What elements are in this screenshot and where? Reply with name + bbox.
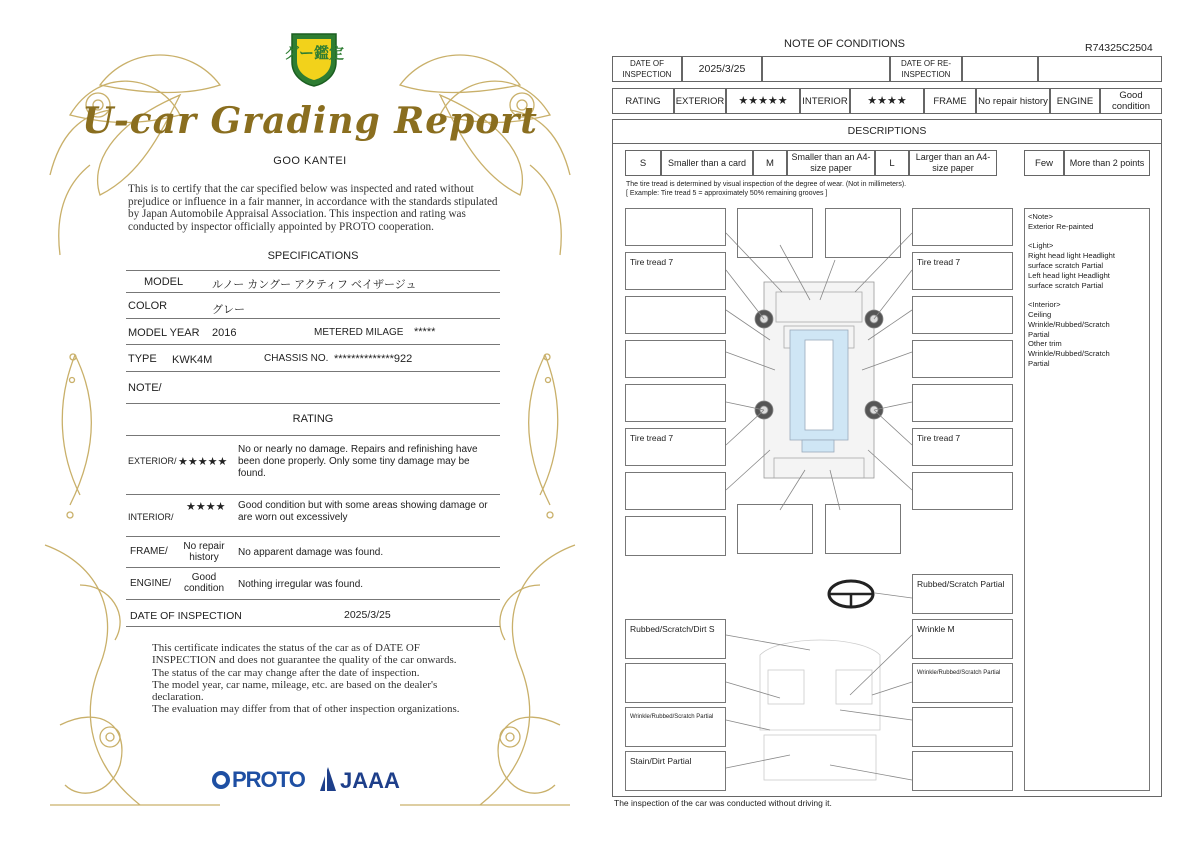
note-row [126, 372, 500, 404]
note-box [625, 208, 726, 246]
disclaimer-line: The evaluation may differ from that of other inspection organizations. [152, 703, 460, 716]
rating-label: RATING [612, 88, 674, 114]
exterior-stars: ★★★★★ [178, 456, 228, 468]
note-box [825, 504, 901, 554]
disclaimer-line: This certificate indicates the status of the car as of DATE OF [152, 642, 420, 654]
interior-label: INTERIOR [800, 88, 850, 114]
legend-l-desc: Larger than an A4-size paper [909, 150, 997, 176]
interior-note-box [912, 619, 1013, 659]
exterior-desc: No or nearly no damage. Repairs and refinishing have been done properly. Only some tiny damage may be found. [238, 444, 478, 479]
legend-l: L [875, 150, 909, 176]
legend-few: Few [1024, 150, 1064, 176]
type-row [126, 345, 500, 372]
date-label: DATE OF INSPECTION [130, 610, 242, 622]
sheet-title: NOTE OF CONDITIONS [784, 38, 905, 50]
interior-note-right-1: Wrinkle M [917, 624, 955, 634]
steering-note: Rubbed/Scratch Partial [917, 579, 1005, 589]
chassis-value: **************922 [334, 353, 413, 365]
model-row [126, 270, 500, 293]
rating-heading: RATING [292, 413, 334, 425]
sheet-footer: The inspection of the car was conducted without driving it. [614, 798, 832, 808]
certify-statement: This is to certify that the car specified below was inspected and rated without prejudice or influence in a fair manner, in accordance with the standards stipulated by Japan Automobile Appraisal Association. This inspection and rating was conducted by inspector officially appointed by PROTO cooperation. [128, 183, 498, 233]
interior-note-box [625, 619, 726, 659]
tire-rear-right-note: Tire tread 7 [917, 433, 961, 443]
note-box [737, 208, 813, 258]
metered-mileage-value: ***** [414, 326, 436, 338]
interior-stars: ★★★★ [850, 88, 924, 114]
date-of-inspection-row [126, 600, 500, 627]
interior-note-left-3: Wrinkle/Rubbed/Scratch Partial [630, 714, 714, 720]
specifications-heading: SPECIFICATIONS [267, 250, 359, 262]
legend-few-desc: More than 2 points [1064, 150, 1150, 176]
note-box [912, 384, 1013, 422]
engine-rating-row [126, 568, 500, 600]
notes-line [1028, 232, 1146, 242]
note-box [825, 208, 901, 258]
legend-m: M [753, 150, 787, 176]
tread-note-line: The tire tread is determined by visual inspection of the degree of wear. (Not in millimeters). [626, 181, 907, 188]
report-id: R74325C2504 [1085, 42, 1153, 54]
notes-line: <Interior> [1028, 300, 1061, 310]
engine-value: Good condition [1100, 88, 1162, 114]
jaaa-mark-icon [320, 767, 336, 791]
tire-front-right-box [912, 252, 1013, 290]
frame-desc: No apparent damage was found. [238, 547, 384, 558]
interior-note-box [912, 751, 1013, 791]
exterior-label: EXTERIOR/ [128, 456, 177, 466]
notes-line: Wrinkle/Rubbed/Scratch [1028, 319, 1110, 329]
certificate-subtitle: GOO KANTEI [273, 155, 347, 167]
type-value: KWK4M [172, 354, 213, 366]
notes-line: Partial [1028, 329, 1050, 339]
tire-rear-left-box [625, 428, 726, 466]
note-box [625, 516, 726, 556]
model-value: ルノー カングー アクティフ ベイザージュ [212, 279, 417, 291]
steering-note-box [912, 574, 1013, 614]
exterior-label: EXTERIOR [674, 88, 726, 114]
interior-note-box [625, 663, 726, 703]
disclaimer-line: INSPECTION and does not guarantee the quality of the car onwards. [152, 654, 457, 667]
date-of-inspection-value: 2025/3/25 [682, 56, 762, 82]
goo-kantei-logo [283, 30, 345, 88]
notes-line: Left head light Headlight [1028, 270, 1110, 280]
notes-line: surface scratch Partial [1028, 260, 1104, 270]
note-box [625, 296, 726, 334]
tire-front-left-box [625, 252, 726, 290]
interior-note-left-1: Rubbed/Scratch/Dirt S [630, 624, 715, 634]
engine-desc: Nothing irregular was found. [238, 579, 364, 590]
reinspection-label: DATE OF RE-INSPECTION [890, 56, 962, 82]
tire-rear-left-note: Tire tread 7 [630, 433, 674, 443]
frame-value: No repair history [183, 541, 225, 563]
frame-value: No repair history [976, 88, 1050, 114]
note-of-conditions-sheet [610, 30, 1165, 820]
notes-line: surface scratch Partial [1028, 280, 1104, 290]
interior-note-right-2: Wrinkle/Rubbed/Scratch Partial [917, 670, 1001, 676]
interior-stars: ★★★★ [186, 501, 226, 513]
descriptions-heading: DESCRIPTIONS [612, 119, 1162, 144]
notes-line: <Light> [1028, 241, 1054, 251]
interior-label: INTERIOR/ [128, 512, 174, 522]
note-box [912, 208, 1013, 246]
disclaimer-line: The model year, car name, mileage, etc. are based on the dealer's [152, 678, 438, 691]
engine-label: ENGINE/ [130, 578, 172, 589]
legend-s: S [625, 150, 661, 176]
engine-label: ENGINE [1050, 88, 1100, 114]
model-label: MODEL [144, 276, 184, 288]
disclaimer-line: The status of the car may change after the date of inspection. [152, 666, 420, 679]
date-of-inspection-label: DATE OF INSPECTION [612, 56, 682, 82]
interior-note-left-4: Stain/Dirt Partial [630, 756, 692, 766]
model-year-row [126, 319, 500, 345]
frame-rating-row [126, 537, 500, 568]
notes-line [1028, 290, 1146, 300]
notes-line: Partial [1028, 358, 1050, 368]
note-box [625, 472, 726, 510]
chassis-label: CHASSIS NO. [264, 353, 329, 364]
date-value: 2025/3/25 [344, 609, 391, 621]
proto-logo-text: PROTO [232, 767, 305, 792]
note-box [625, 340, 726, 378]
metered-mileage-label: METERED MILAGE [314, 327, 404, 338]
exterior-rating-row [126, 435, 500, 495]
notes-line: Wrinkle/Rubbed/Scratch [1028, 349, 1110, 359]
interior-note-box [625, 707, 726, 747]
certificate-title: U-car Grading Report [82, 100, 538, 142]
disclaimer-line: declaration. [152, 691, 204, 704]
proto-mark-icon [212, 771, 230, 789]
notes-line: Right head light Headlight [1028, 251, 1115, 261]
interior-note-box [912, 663, 1013, 703]
model-year-label: MODEL YEAR [128, 327, 200, 339]
interior-note-box [912, 707, 1013, 747]
interior-note-box [625, 751, 726, 791]
proto-logo [212, 767, 305, 793]
note-label: NOTE/ [128, 382, 162, 394]
note-box [912, 296, 1013, 334]
notes-line: Other trim [1028, 339, 1062, 349]
notes-line: <Note> [1028, 212, 1053, 221]
legend-m-desc: Smaller than an A4-size paper [787, 150, 875, 176]
tire-rear-right-box [912, 428, 1013, 466]
exterior-stars: ★★★★★ [726, 88, 800, 114]
tread-note-line: [ Example: Tire tread 5 = approximately 50% remaining grooves ] [626, 190, 828, 197]
color-label: COLOR [128, 300, 168, 312]
model-year-value: 2016 [212, 327, 237, 339]
engine-value: Good condition [183, 572, 225, 594]
notes-line: Ceiling [1028, 309, 1052, 319]
tire-front-right-note: Tire tread 7 [917, 257, 961, 267]
note-box [912, 340, 1013, 378]
jaaa-logo-text: JAAA [340, 768, 400, 793]
logo-text: グー鑑定 [283, 44, 345, 62]
jaaa-logo [320, 767, 400, 794]
frame-label: FRAME [924, 88, 976, 114]
notes-line: Exterior Re-painted [1028, 221, 1094, 231]
disclaimer [152, 642, 482, 716]
type-label: TYPE [128, 353, 157, 365]
grading-certificate [40, 25, 580, 825]
note-box [737, 504, 813, 554]
interior-desc: Good condition but with some areas showing damage or are worn out excessively [238, 500, 488, 523]
notes-column [1024, 208, 1150, 791]
note-box [625, 384, 726, 422]
interior-rating-row [126, 495, 500, 537]
color-value: グレー [212, 304, 245, 316]
legend-s-desc: Smaller than a card [661, 150, 753, 176]
tire-front-left-note: Tire tread 7 [630, 257, 674, 267]
frame-label: FRAME/ [130, 546, 168, 557]
note-box [912, 472, 1013, 510]
color-row [126, 293, 500, 319]
